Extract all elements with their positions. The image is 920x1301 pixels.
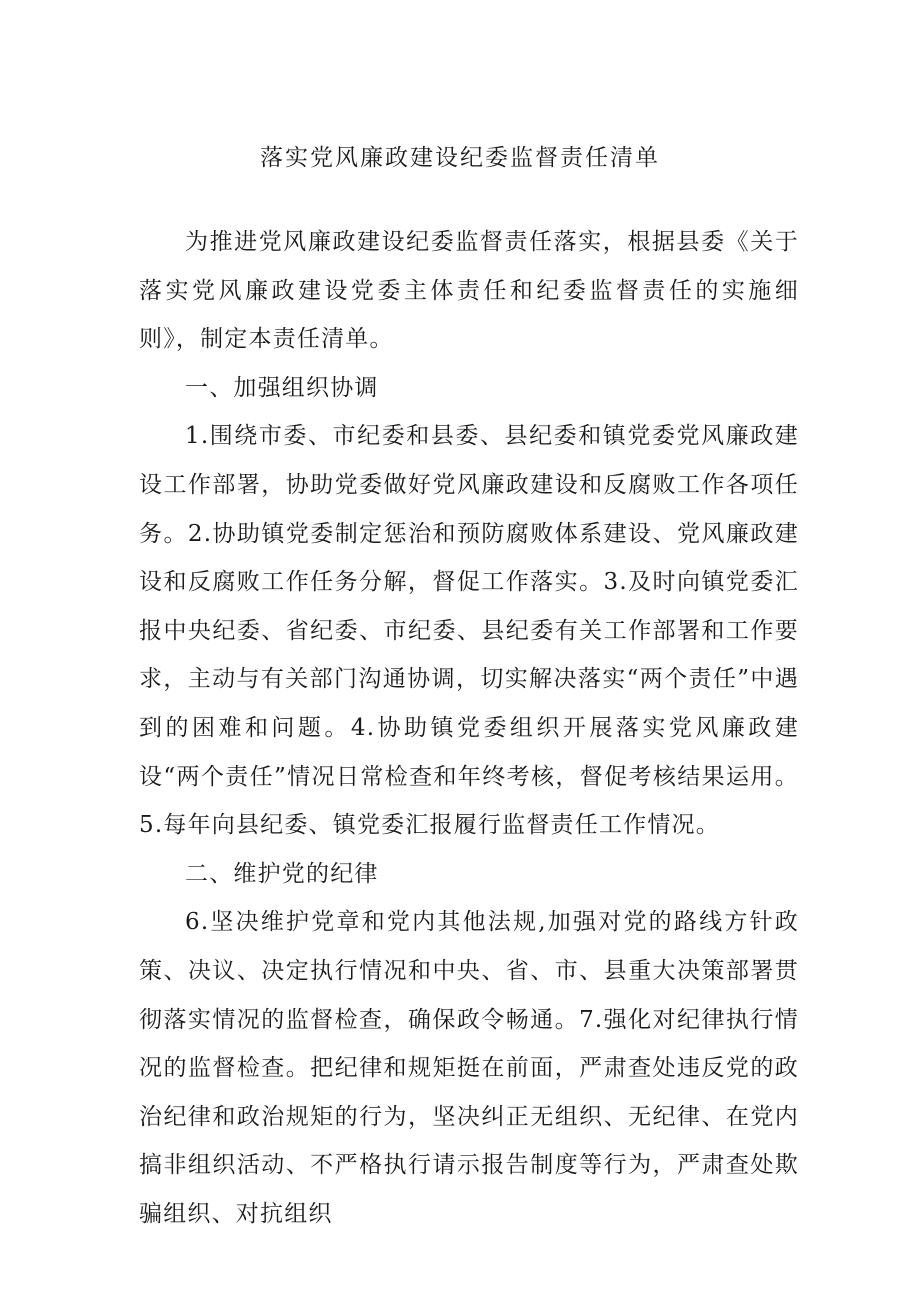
section-content-2: 6.坚决维护党章和党内其他法规,加强对党的路线方针政策、决议、决定执行情况和中央、省、市、县重大决策部署贯彻落实情况的监督检查，确保政令畅通。7.强化对纪律执行情况的监督检查。把纪律和规矩挺在前面，严肃查处违反党的政治纪律和政治规矩的行为，坚决纠正无组织、无纪律、在党内搞非组织活动、不严格执行请示报告制度等行为，严肃查处欺骗组织、对抗组织 [139,909,799,1227]
section-content-1: 1.围绕市委、市纪委和县委、县纪委和镇党委党风廉政建设工作部署，协助党委做好党风廉政建设和反腐败工作各项任务。2.协助镇党委制定惩治和预防腐败体系建设、党风廉政建设和反腐败工作任务分解，督促工作落实。3.及时向镇党委汇报中央纪委、省纪委、市纪委、县纪委有关工作部署和工作要求，主动与有关部门沟通协调，切实解决落实“两个责任”中遇到的困难和问题。4.协助镇党委组织开展落实党风廉政建设“两个责任”情况日常检查和年终考核，督促考核结果运用。5.每年向县纪委、镇党委汇报履行监督责任工作情况。 [139,423,799,839]
document-body [139,218,799,1238]
document-title: 落实党风廉政建设纪委监督责任清单 [260,145,660,171]
intro-paragraph: 为推进党风廉政建设纪委监督责任落实，根据县委《关于落实党风廉政建设党委主体责任和纪委监督责任的实施细则》，制定本责任清单。 [139,229,799,353]
section-heading-2: 二、维护党的纪律 [185,860,379,887]
section-heading-1: 一、加强组织协调 [185,374,379,401]
